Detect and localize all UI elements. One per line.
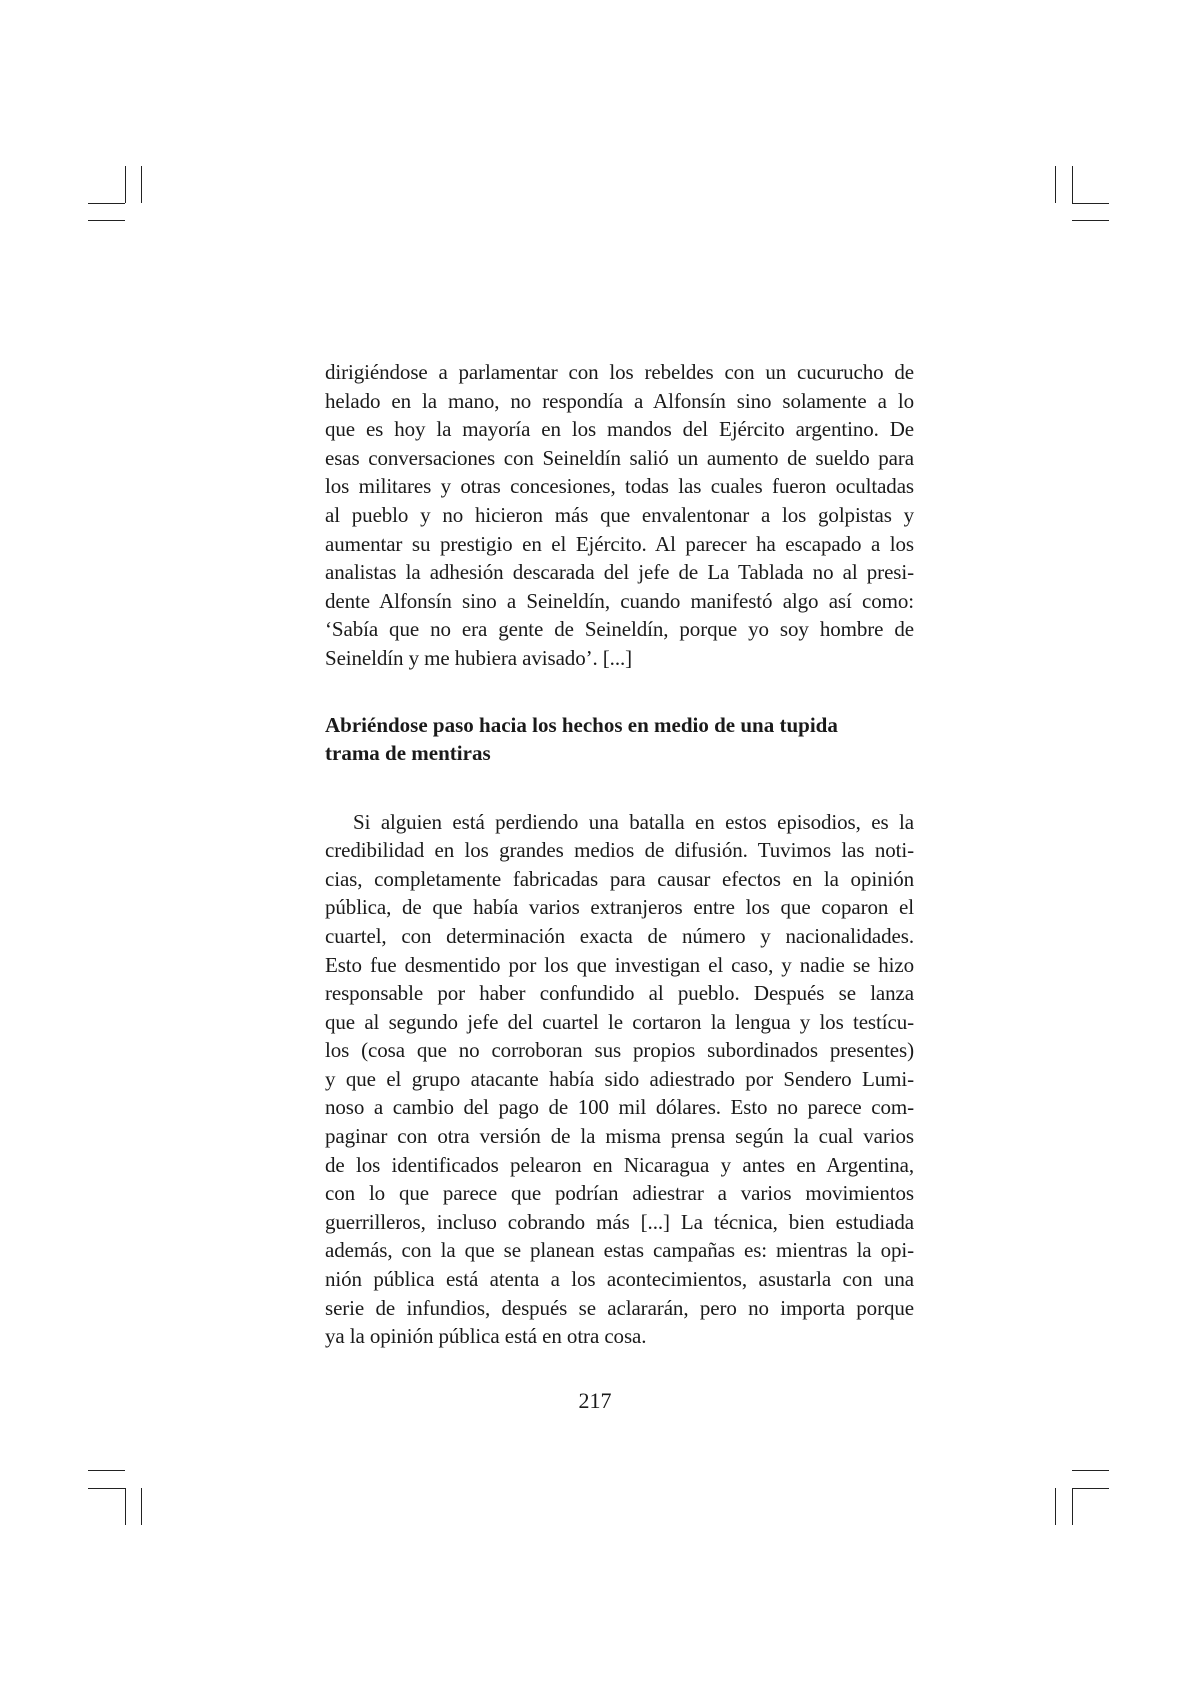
crop-mark [141,1488,142,1525]
text-line: que al segundo jefe del cuartel le cortaron la lengua y los testícu- [325,1009,914,1034]
text-line: dirigiéndose a parlamentar con los rebeldes con un cucurucho de [325,360,914,384]
heading-line: trama de mentiras [325,740,491,765]
crop-mark [1072,1488,1073,1525]
text-line: responsable por haber confundido al pueblo. Después se lanza [325,981,914,1006]
crop-mark [141,166,142,203]
text-line: y que el grupo atacante había sido adiestrado por Sendero Lumi- [325,1066,914,1091]
crop-mark [88,1470,125,1471]
crop-mark [1072,166,1073,203]
text-line: con lo que parece que podrían adiestrar a varios movimientos [325,1181,914,1206]
body-text [325,358,914,1351]
paragraph [325,808,914,1351]
text-line: los (cosa que no corroboran sus propios subordinados presentes) [325,1038,914,1063]
heading-line: Abriéndose paso hacia los hechos en medio de una tupida [325,712,838,737]
text-line: guerrilleros, incluso cobrando más [...] La técnica, bien estudiada [325,1209,914,1234]
text-line: Si alguien está perdiendo una batalla en estos episodios, es la [353,809,914,834]
text-line: dente Alfonsín sino a Seineldín, cuando manifestó algo así como: [325,588,914,613]
crop-mark [1072,1470,1109,1471]
text-line: pública, de que había varios extranjeros entre los que coparon el [325,895,914,920]
crop-mark [1072,220,1109,221]
text-line: credibilidad en los grandes medios de difusión. Tuvimos las noti- [325,838,914,863]
crop-mark [1072,1488,1109,1489]
text-line: los militares y otras concesiones, todas las cuales fueron ocultadas [325,474,914,499]
page-number: 217 [578,1388,612,1413]
text-line: paginar con otra versión de la misma prensa según la cual varios [325,1124,914,1149]
text-line: serie de infundios, después se aclararán, pero no importa porque [325,1295,914,1320]
text-line: Esto fue desmentido por los que investigan el caso, y nadie se hizo [325,952,914,977]
text-line: cias, completamente fabricadas para causar efectos en la opinión [325,866,914,891]
crop-mark [88,1488,125,1489]
text-line: analistas la adhesión descarada del jefe de La Tablada no al presi- [325,560,914,585]
text-line: noso a cambio del pago de 100 mil dólares. Esto no parece com- [325,1095,914,1120]
crop-mark [88,220,125,221]
text-line: de los identificados pelearon en Nicaragua y antes en Argentina, [325,1152,914,1177]
crop-mark [125,1488,126,1525]
text-line: aumentar su prestigio en el Ejército. Al parecer ha escapado a los [325,531,914,556]
section-heading [325,711,914,767]
text-line: al pueblo y no hicieron más que envalentonar a los golpistas y [325,502,914,527]
crop-mark [125,166,126,203]
text-line: Seineldín y me hubiera avisado’. [...] [325,645,633,670]
text-line: ya la opinión pública está en otra cosa. [325,1324,647,1349]
text-line: nión pública está atenta a los acontecimientos, asustarla con una [325,1267,914,1292]
crop-mark [1055,166,1056,203]
text-line: esas conversaciones con Seineldín salió un aumento de sueldo para [325,445,914,470]
paragraph [325,358,914,673]
text-line: cuartel, con determinación exacta de número y nacionalidades. [325,923,914,948]
text-line: que es hoy la mayoría en los mandos del Ejército argentino. De [325,417,914,442]
text-line: además, con la que se planean estas campañas es: mientras la opi- [325,1238,914,1263]
text-line: ‘Sabía que no era gente de Seineldín, porque yo soy hombre de [325,617,914,642]
crop-mark [88,203,125,204]
crop-mark [1072,203,1109,204]
crop-mark [1055,1488,1056,1525]
text-line: helado en la mano, no respondía a Alfonsín sino solamente a lo [325,388,914,413]
